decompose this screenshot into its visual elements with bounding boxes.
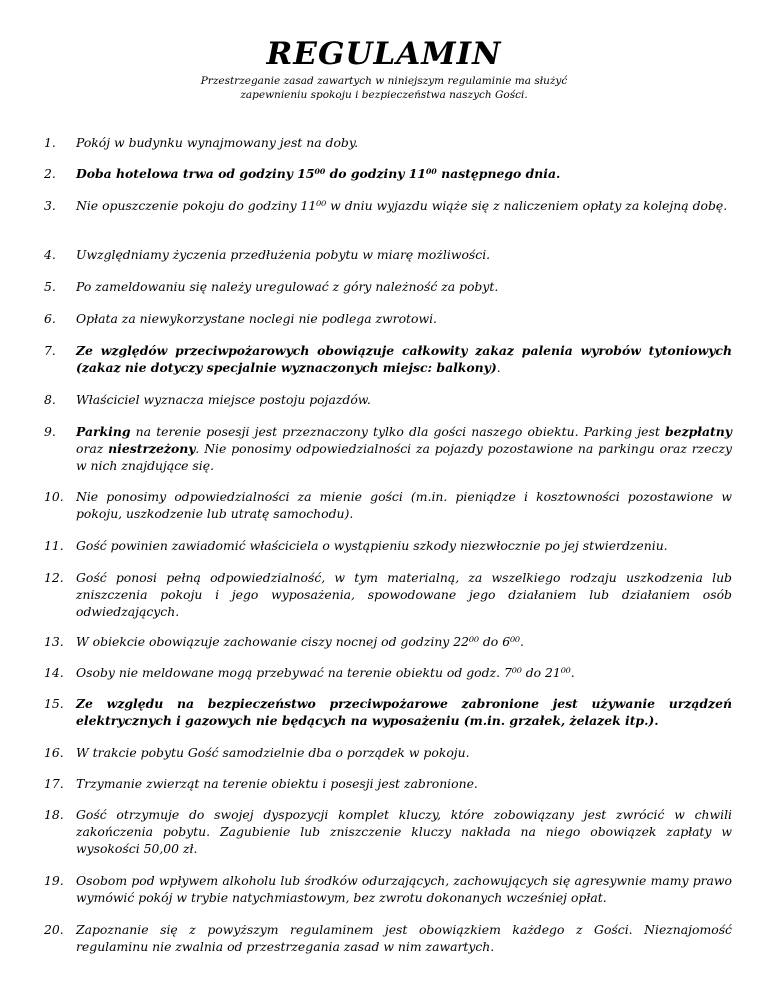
rule-text-segment: Osobom pod wpływem alkoholu lub środków odurzających, zachowujących się agresywnie mamy prawo wymówić pokój w trybie natychmiastowym, bez zwrotu dokonanych wcześniej opłat. xyxy=(76,873,732,905)
subtitle xyxy=(0,74,768,102)
rule-number: 3. xyxy=(44,198,56,213)
rule-number: 10. xyxy=(44,489,64,504)
rule-text-segment: Nie opuszczenie pokoju do godziny 11⁰⁰ w dniu wyjazdu wiąże się z naliczeniem opłaty za kolejną dobę. xyxy=(76,198,728,213)
rule-text-segment: Właściciel wyznacza miejsce postoju pojazdów. xyxy=(76,392,371,407)
rule-text-segment: Gość powinien zawiadomić właściciela o wystąpieniu szkody niezwłocznie po jej stwierdzeniu. xyxy=(76,538,668,553)
subtitle-line-1: Przestrzeganie zasad zawartych w niniejszym regulaminie ma służyć xyxy=(200,75,568,87)
rule-text xyxy=(76,423,732,474)
rule-text xyxy=(76,391,732,408)
rule-text-segment: Gość otrzymuje do swojej dyspozycji komplet kluczy, które zobowiązany jest zwrócić w chwili zakończenia pobytu. Zagubienie lub zniszczenie kluczy nakłada na niego obowiązek zapłaty w wysokości 50,00 zł. xyxy=(76,807,732,856)
rule-number: 6. xyxy=(44,311,56,326)
rule-number: 2. xyxy=(44,166,56,181)
rule-text xyxy=(76,633,732,650)
rule-text xyxy=(76,744,732,761)
rule-number: 12. xyxy=(44,570,64,585)
rule-text xyxy=(76,197,732,214)
rule-text-bold: Ze względu na bezpieczeństwo przeciwpożarowe zabronione jest używanie urządzeń elektrycznych i gazowych nie będących na wyposażeniu (m.in. grzałek, żelazek itp.). xyxy=(76,696,732,728)
page-title: REGULAMIN xyxy=(266,36,502,72)
rule-text xyxy=(76,569,732,620)
rule-text xyxy=(76,342,732,376)
rule-number: 16. xyxy=(44,745,64,760)
rule-text-segment: W trakcie pobytu Gość samodzielnie dba o porządek w pokoju. xyxy=(76,745,470,760)
rule-text-bold: bezpłatny xyxy=(665,424,732,439)
rule-text xyxy=(76,134,732,151)
rule-text xyxy=(76,246,732,263)
rule-text-segment: Osoby nie meldowane mogą przebywać na terenie obiektu od godz. 7⁰⁰ do 21⁰⁰. xyxy=(76,665,575,680)
rule-text xyxy=(76,310,732,327)
subtitle-line-2: zapewnieniu spokoju i bezpieczeństwa naszych Gości. xyxy=(240,89,528,101)
rule-text-segment: Nie ponosimy odpowiedzialności za mienie gości (m.in. pieniądze i kosztowności pozostawione w pokoju, uszkodzenie lub utratę samochodu). xyxy=(76,489,732,521)
rule-number: 1. xyxy=(44,135,56,150)
rule-text-bold: niestrzeżony xyxy=(108,441,196,456)
rule-number: 18. xyxy=(44,807,64,822)
rule-text-segment: na terenie posesji jest przeznaczony tylko dla gości naszego obiektu. Parking jest xyxy=(130,424,666,439)
rule-text xyxy=(76,488,732,522)
rule-text-segment: oraz xyxy=(76,441,109,456)
rule-number: 13. xyxy=(44,634,64,649)
rule-number: 9. xyxy=(44,424,56,439)
rule-text-segment: Pokój w budynku wynajmowany jest na doby. xyxy=(76,135,359,150)
rule-number: 8. xyxy=(44,392,56,407)
rule-number: 20. xyxy=(44,922,64,937)
rule-text xyxy=(76,921,732,955)
rule-text xyxy=(76,537,732,554)
rule-number: 4. xyxy=(44,247,56,262)
rule-text-segment: . Nie ponosimy odpowiedzialności za pojazdy pozostawione na parkingu oraz rzeczy w nich znajdujące się. xyxy=(76,441,732,473)
rule-text-bold: Parking xyxy=(76,424,131,439)
rule-number: 17. xyxy=(44,776,64,791)
rule-text-segment: Po zameldowaniu się należy uregulować z góry należność za pobyt. xyxy=(76,279,499,294)
rule-text xyxy=(76,165,732,182)
rule-number: 11. xyxy=(44,538,64,553)
rule-text xyxy=(76,775,732,792)
rule-text-segment: . xyxy=(496,360,501,375)
rule-text xyxy=(76,664,732,681)
rule-text-segment: W obiekcie obowiązuje zachowanie ciszy nocnej od godziny 22⁰⁰ do 6⁰⁰. xyxy=(76,634,524,649)
rule-text-segment: Zapoznanie się z powyższym regulaminem jest obowiązkiem każdego z Gości. Nieznajomość regulaminu nie zwalnia od przestrzegania zasad w nim zawartych. xyxy=(76,922,732,954)
rule-number: 15. xyxy=(44,696,64,711)
rule-text xyxy=(76,872,732,906)
rule-text xyxy=(76,695,732,729)
rule-text xyxy=(76,806,732,857)
rule-text-bold: Doba hotelowa trwa od godziny 15⁰⁰ do godziny 11⁰⁰ następnego dnia. xyxy=(76,166,561,181)
rule-text xyxy=(76,278,732,295)
rule-number: 14. xyxy=(44,665,64,680)
rule-number: 7. xyxy=(44,343,56,358)
rule-number: 5. xyxy=(44,279,56,294)
rule-text-segment: Uwzględniamy życzenia przedłużenia pobytu w miarę możliwości. xyxy=(76,247,491,262)
rule-number: 19. xyxy=(44,873,64,888)
rule-text-segment: Opłata za niewykorzystane noclegi nie podlega zwrotowi. xyxy=(76,311,437,326)
rule-text-bold: Ze względów przeciwpożarowych obowiązuje całkowity zakaz palenia wyrobów tytoniowych (zakaz nie dotyczy specjalnie wyznaczonych miejsc: balkony) xyxy=(76,343,732,375)
rule-text-segment: Gość ponosi pełną odpowiedzialność, w tym materialną, za wszelkiego rodzaju uszkodzenia lub zniszczenia pokoju i jego wyposażenia, spowodowane jego działaniem lub działaniem osób odwiedzających. xyxy=(76,570,732,619)
rule-text-segment: Trzymanie zwierząt na terenie obiektu i posesji jest zabronione. xyxy=(76,776,478,791)
